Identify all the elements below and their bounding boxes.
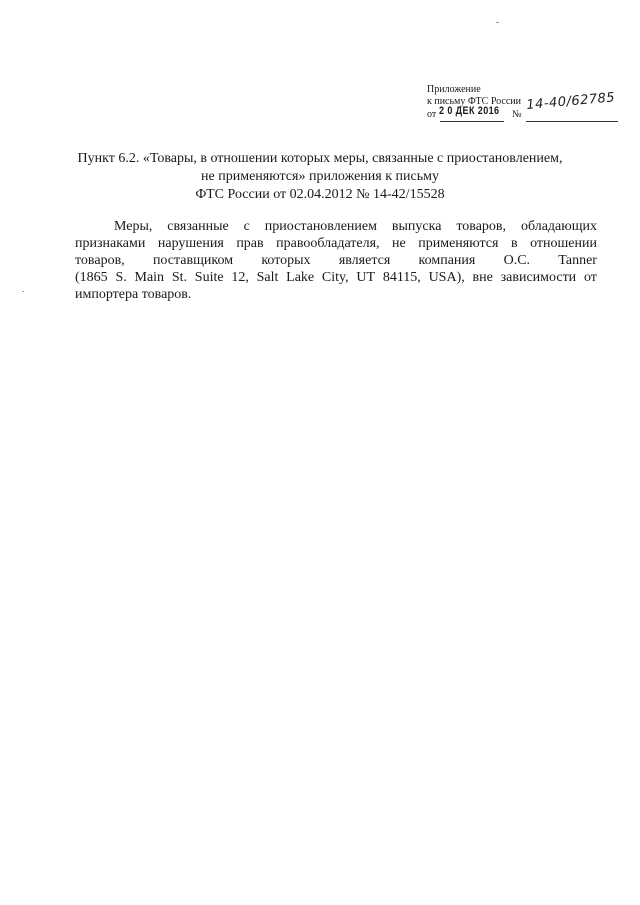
number-underline [526,121,618,122]
word: USA), [428,270,465,285]
heading-line: Пункт 6.2. «Товары, в отношении которых меры, связанные с приостановлением, [77,151,563,166]
word: Lake [286,270,315,285]
word: нарушения [157,236,224,251]
number-prefix: № [512,109,522,120]
word: Main [134,270,165,285]
date-underline [440,121,504,122]
word: 84115, [382,270,421,285]
word: в [510,236,518,251]
word: признаками [75,236,146,251]
heading-line: не применяются» приложения к письму [201,169,439,184]
word: прав [236,236,264,251]
word: не [392,236,406,251]
word: с [243,219,250,234]
word: от [583,270,597,285]
body-paragraph [75,218,597,303]
word: (1865 [75,270,108,285]
scan-speck [22,291,24,292]
word: UT [356,270,376,285]
word: O.C. [503,253,531,268]
section-heading [60,150,580,204]
word: отношении [530,236,597,251]
word: приостановлением [264,219,377,234]
word: City, [321,270,349,285]
appendix-title: Приложение [427,84,481,95]
word: S. [115,270,127,285]
date-prefix: от [427,109,437,120]
word: Salt [256,270,279,285]
word: St. [171,270,188,285]
paragraph-line [75,269,597,286]
appendix-header [427,84,616,122]
word: выпуска [391,219,442,234]
paragraph-line: импортера товаров. [75,287,192,302]
word: является [338,253,391,268]
word: Tanner [558,253,597,268]
appendix-letter-ref: к письму ФТС России [427,96,521,107]
word: Suite [194,270,224,285]
word: которых [261,253,311,268]
word: Меры, [114,219,153,234]
word: 12, [231,270,249,285]
word: зависимости [500,270,577,285]
word: применяются [418,236,499,251]
paragraph-line [75,218,597,235]
paragraph-line [75,252,597,269]
word: вне [472,270,493,285]
word: компания [418,253,476,268]
word: обладающих [520,219,597,234]
word: связанные [167,219,229,234]
scan-speck [496,22,499,23]
stamped-date: 2 0 ДЕК 2016 [439,105,500,117]
word: поставщиком [152,253,234,268]
word: товаров, [456,219,507,234]
word: правообладателя, [276,236,380,251]
heading-line: ФТС России от 02.04.2012 № 14-42/15528 [195,187,445,202]
word: товаров, [75,253,125,268]
paragraph-line [75,235,597,252]
handwritten-number: 14-40/62785 [525,90,616,113]
